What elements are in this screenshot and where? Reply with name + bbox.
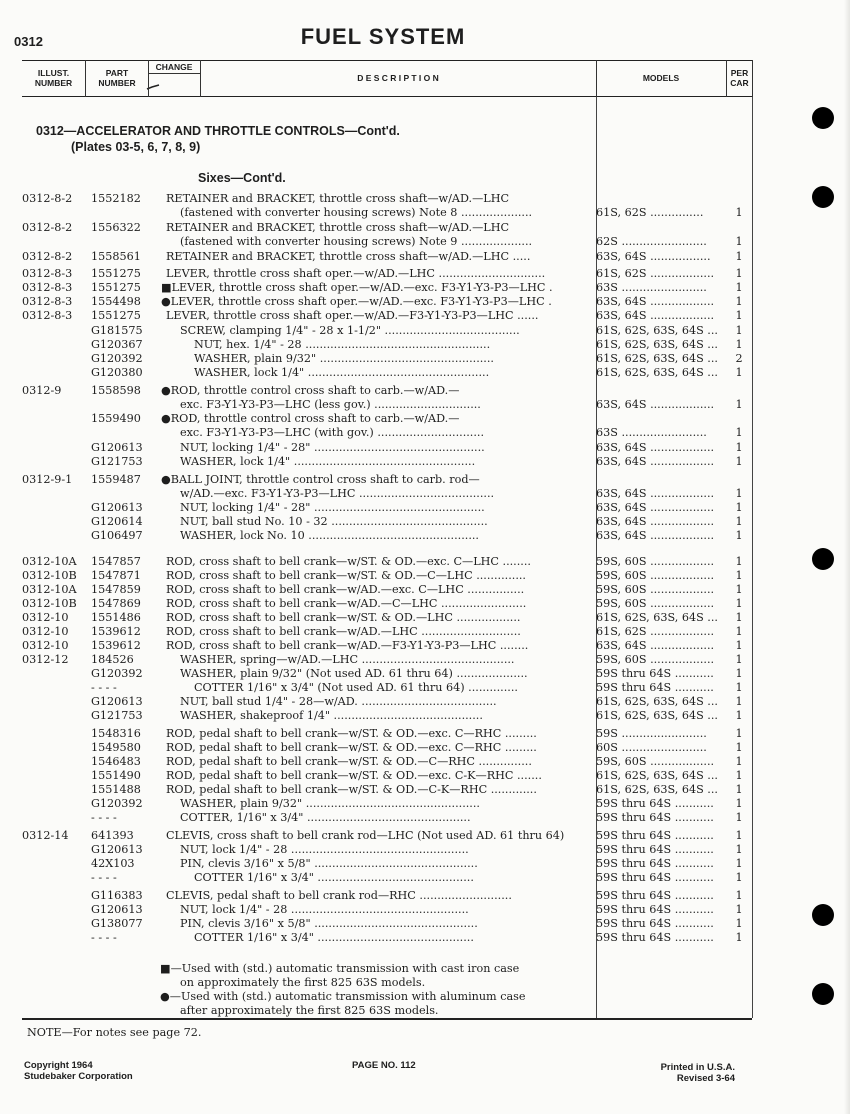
part-number: G120613: [91, 501, 143, 514]
models-value: 59S, 60S ..................: [596, 569, 715, 582]
per-car-qty: 1: [735, 871, 743, 884]
part-description: PIN, clevis 3/16" x 5/8" ..............................................: [180, 917, 478, 930]
part-number: G120613: [91, 843, 143, 856]
table-row: [0, 206, 850, 220]
per-car-qty: 1: [735, 681, 743, 694]
table-row: [0, 741, 850, 755]
column-header-illust: ILLUST. NUMBER: [34, 68, 73, 88]
per-car-qty: 1: [735, 639, 743, 652]
per-car-qty: 1: [735, 366, 743, 379]
table-row: [0, 843, 850, 857]
models-value: 61S, 62S, 63S, 64S ...: [596, 695, 718, 708]
part-description: LEVER, throttle cross shaft oper.—w/AD.—LHC ..............................: [166, 267, 546, 280]
models-value: 59S ........................: [596, 727, 707, 740]
models-value: 63S ........................: [596, 426, 707, 439]
section-plates: (Plates 03-5, 6, 7, 8, 9): [71, 140, 201, 154]
models-value: 59S thru 64S ...........: [596, 917, 714, 930]
per-car-qty: 1: [735, 843, 743, 856]
part-description: PIN, clevis 3/16" x 5/8" ..............................................: [180, 857, 478, 870]
models-value: 63S, 64S ..................: [596, 515, 715, 528]
header-divider: [148, 60, 149, 97]
illustration-number: 0312-9: [22, 384, 62, 397]
header-divider: [85, 60, 86, 97]
per-car-qty: 1: [735, 917, 743, 930]
per-car-qty: 1: [735, 441, 743, 454]
part-description: WASHER, lock 1/4" ...................................................: [180, 455, 476, 468]
table-row: [0, 871, 850, 885]
part-number: - - - -: [91, 931, 117, 944]
part-description: ■LEVER, throttle cross shaft oper.—w/AD.—exc. F3-Y1-Y3-P3—LHC .: [161, 281, 553, 294]
part-number: G120613: [91, 695, 143, 708]
per-car-qty: 1: [735, 797, 743, 810]
part-description: exc. F3-Y1-Y3-P3—LHC (less gov.) ..............................: [180, 398, 481, 411]
per-car-qty: 2: [735, 352, 743, 365]
models-value: 61S, 62S, 63S, 64S ...: [596, 709, 718, 722]
part-number: 1539612: [91, 625, 141, 638]
table-row: [0, 515, 850, 529]
header-divider: [200, 60, 201, 97]
models-value: 59S, 60S ..................: [596, 597, 715, 610]
part-description: ROD, pedal shaft to bell crank—w/ST. & OD.—exc. C-K—RHC .......: [166, 769, 542, 782]
models-value: 61S, 62S, 63S, 64S ...: [596, 769, 718, 782]
part-number: G120380: [91, 366, 143, 379]
models-value: 61S, 62S, 63S, 64S ...: [596, 324, 718, 337]
illustration-number: 0312-8-2: [22, 250, 73, 263]
table-row: [0, 611, 850, 625]
models-value: 63S, 64S .................: [596, 250, 711, 263]
models-value: 59S thru 64S ...........: [596, 903, 714, 916]
table-row: [0, 384, 850, 398]
per-car-qty: 1: [735, 398, 743, 411]
illustration-number: 0312-10B: [22, 597, 77, 610]
table-row: [0, 441, 850, 455]
models-value: 60S ........................: [596, 741, 707, 754]
part-description: ROD, pedal shaft to bell crank—w/ST. & OD.—exc. C—RHC .........: [166, 741, 537, 754]
per-car-qty: 1: [735, 583, 743, 596]
copyright-year: Copyright 1964: [24, 1060, 93, 1071]
table-row: [0, 281, 850, 295]
part-number: 1549580: [91, 741, 141, 754]
part-number: G120614: [91, 515, 143, 528]
per-car-qty: 1: [735, 769, 743, 782]
table-row: [0, 250, 850, 264]
per-car-qty: 1: [735, 611, 743, 624]
copyright-holder: Studebaker Corporation: [24, 1071, 133, 1082]
table-row: [0, 769, 850, 783]
table-row: [0, 755, 850, 769]
per-car-qty: 1: [735, 931, 743, 944]
table-row: [0, 221, 850, 235]
models-value: 59S thru 64S ...........: [596, 857, 714, 870]
part-description: WASHER, spring—w/AD.—LHC ...........................................: [180, 653, 515, 666]
footer-rule: [22, 1018, 752, 1020]
part-description: ROD, pedal shaft to bell crank—w/ST. & OD.—C-K—RHC .............: [166, 783, 537, 796]
part-description: RETAINER and BRACKET, throttle cross shaft—w/AD.—LHC: [166, 221, 510, 234]
part-description: ROD, pedal shaft to bell crank—w/ST. & OD.—exc. C—RHC .........: [166, 727, 537, 740]
part-number: G120613: [91, 903, 143, 916]
models-value: 59S thru 64S ...........: [596, 829, 714, 842]
table-row: [0, 653, 850, 667]
part-number: 1547857: [91, 555, 141, 568]
footnote-dot-line1: ●—Used with (std.) automatic transmission with aluminum case: [160, 990, 526, 1003]
part-number: 1548316: [91, 727, 141, 740]
part-number: G116383: [91, 889, 143, 902]
page-number: 0312: [14, 34, 43, 49]
per-car-qty: 1: [735, 889, 743, 902]
models-value: 59S thru 64S ...........: [596, 931, 714, 944]
part-description: WASHER, lock No. 10 ................................................: [180, 529, 479, 542]
per-car-qty: 1: [735, 515, 743, 528]
models-value: 59S, 60S ..................: [596, 755, 715, 768]
table-row: [0, 473, 850, 487]
per-car-qty: 1: [735, 295, 743, 308]
table-row: [0, 695, 850, 709]
column-header-change: CHANGE: [148, 60, 201, 74]
per-car-qty: 1: [735, 501, 743, 514]
header-divider: [752, 60, 753, 97]
models-value: 59S thru 64S ...........: [596, 889, 714, 902]
table-row: [0, 597, 850, 611]
part-number: 1547869: [91, 597, 141, 610]
part-number: - - - -: [91, 681, 117, 694]
part-number: G120613: [91, 441, 143, 454]
table-row: [0, 555, 850, 569]
illustration-number: 0312-12: [22, 653, 69, 666]
per-car-qty: 1: [735, 597, 743, 610]
column-header-part: PART NUMBER: [98, 68, 136, 88]
part-description: NUT, ball stud 1/4" - 28—w/AD. ......................................: [180, 695, 497, 708]
models-value: 61S, 62S, 63S, 64S ...: [596, 611, 718, 624]
part-description: ●ROD, throttle control cross shaft to carb.—w/AD.—: [161, 412, 460, 425]
footnote-square-line1: ■—Used with (std.) automatic transmission with cast iron case: [160, 962, 520, 975]
part-description: NUT, ball stud No. 10 - 32 ............................................: [180, 515, 488, 528]
illustration-number: 0312-8-3: [22, 309, 73, 322]
binder-hole: [812, 904, 834, 926]
models-value: 59S thru 64S ...........: [596, 871, 714, 884]
per-car-qty: 1: [735, 783, 743, 796]
part-description: exc. F3-Y1-Y3-P3—LHC (with gov.) ..............................: [180, 426, 485, 439]
per-car-qty: 1: [735, 829, 743, 842]
per-car-qty: 1: [735, 529, 743, 542]
binder-hole: [812, 186, 834, 208]
models-value: 62S ........................: [596, 235, 707, 248]
illustration-number: 0312-10: [22, 611, 69, 624]
per-car-qty: 1: [735, 727, 743, 740]
column-header-models: MODELS: [642, 73, 680, 83]
table-row: [0, 667, 850, 681]
table-row: [0, 412, 850, 426]
table-row: [0, 426, 850, 440]
part-description: NUT, locking 1/4" - 28" ................................................: [180, 441, 485, 454]
models-value: 61S, 62S, 63S, 64S ...: [596, 352, 718, 365]
models-value: 59S, 60S ..................: [596, 653, 715, 666]
table-row: [0, 903, 850, 917]
part-description: ●BALL JOINT, throttle control cross shaft to carb. rod—: [161, 473, 480, 486]
part-number: - - - -: [91, 871, 117, 884]
models-value: 59S thru 64S ...........: [596, 811, 714, 824]
part-description: (fastened with converter housing screws) Note 8 ....................: [180, 206, 533, 219]
part-number: G120392: [91, 797, 143, 810]
binder-hole: [812, 548, 834, 570]
binder-hole: [812, 107, 834, 129]
table-row: [0, 352, 850, 366]
part-description: CLEVIS, cross shaft to bell crank rod—LHC (Not used AD. 61 thru 64): [166, 829, 565, 842]
table-row: [0, 267, 850, 281]
part-number: 1556322: [91, 221, 141, 234]
part-description: ●LEVER, throttle cross shaft oper.—w/AD.—exc. F3-Y1-Y3-P3—LHC .: [161, 295, 552, 308]
part-number: G106497: [91, 529, 143, 542]
models-value: 59S thru 64S ...........: [596, 797, 714, 810]
part-number: 1559490: [91, 412, 141, 425]
models-value: 61S, 62S, 63S, 64S ...: [596, 338, 718, 351]
part-description: NUT, lock 1/4" - 28 ..................................................: [180, 903, 469, 916]
part-number: 1539612: [91, 639, 141, 652]
per-car-qty: 1: [735, 755, 743, 768]
part-description: WASHER, plain 9/32" (Not used AD. 61 thru 64) ....................: [180, 667, 528, 680]
part-description: w/AD.—exc. F3-Y1-Y3-P3—LHC ......................................: [180, 487, 495, 500]
table-row: [0, 487, 850, 501]
table-row: [0, 681, 850, 695]
models-value: 63S, 64S ..................: [596, 501, 715, 514]
part-number: G181575: [91, 324, 143, 337]
models-value: 59S thru 64S ...........: [596, 843, 714, 856]
part-description: ROD, cross shaft to bell crank—w/ST. & OD.—C—LHC ..............: [166, 569, 526, 582]
table-row: [0, 324, 850, 338]
per-car-qty: 1: [735, 487, 743, 500]
per-car-qty: 1: [735, 741, 743, 754]
part-description: WASHER, plain 9/32" .................................................: [194, 352, 494, 365]
models-value: 63S, 64S ..................: [596, 295, 715, 308]
part-number: 1551486: [91, 611, 141, 624]
part-description: ROD, pedal shaft to bell crank—w/ST. & OD.—C—RHC ...............: [166, 755, 532, 768]
part-number: 1559487: [91, 473, 141, 486]
table-row: [0, 309, 850, 323]
illustration-number: 0312-10: [22, 639, 69, 652]
table-row: [0, 639, 850, 653]
illustration-number: 0312-10A: [22, 555, 77, 568]
part-number: 1558598: [91, 384, 141, 397]
per-car-qty: 1: [735, 426, 743, 439]
part-number: 641393: [91, 829, 134, 842]
models-value: 63S, 64S ..................: [596, 487, 715, 500]
illustration-number: 0312-10B: [22, 569, 77, 582]
part-description: ROD, cross shaft to bell crank—w/AD.—LHC ............................: [166, 625, 521, 638]
table-row: [0, 583, 850, 597]
per-car-qty: 1: [735, 281, 743, 294]
illustration-number: 0312-8-3: [22, 267, 73, 280]
illustration-number: 0312-9-1: [22, 473, 73, 486]
per-car-qty: 1: [735, 903, 743, 916]
part-description: WASHER, shakeproof 1/4" ..........................................: [180, 709, 483, 722]
footnote-square-line2: on approximately the first 825 63S models.: [180, 976, 426, 989]
part-description: WASHER, plain 9/32" .................................................: [180, 797, 480, 810]
part-number: 1551490: [91, 769, 141, 782]
models-value: 61S, 62S ..................: [596, 267, 715, 280]
per-car-qty: 1: [735, 709, 743, 722]
part-description: WASHER, lock 1/4" ...................................................: [194, 366, 490, 379]
part-number: 1551275: [91, 281, 141, 294]
per-car-qty: 1: [735, 811, 743, 824]
part-description: COTTER, 1/16" x 3/4" ..............................................: [180, 811, 471, 824]
per-car-qty: 1: [735, 653, 743, 666]
part-description: (fastened with converter housing screws) Note 9 ....................: [180, 235, 533, 248]
table-row: [0, 569, 850, 583]
section-subheading: Sixes—Cont'd.: [198, 171, 286, 185]
illustration-number: 0312-8-2: [22, 192, 73, 205]
table-row: [0, 625, 850, 639]
models-value: 59S, 60S ..................: [596, 583, 715, 596]
models-value: 61S, 62S, 63S, 64S ...: [596, 366, 718, 379]
part-description: RETAINER and BRACKET, throttle cross shaft—w/AD.—LHC .....: [166, 250, 531, 263]
per-car-qty: 1: [735, 309, 743, 322]
part-description: COTTER 1/16" x 3/4" (Not used AD. 61 thru 64) ..............: [194, 681, 518, 694]
illustration-number: 0312-10A: [22, 583, 77, 596]
table-row: [0, 192, 850, 206]
table-row: [0, 783, 850, 797]
part-number: G120392: [91, 667, 143, 680]
table-row: [0, 917, 850, 931]
per-car-qty: 1: [735, 235, 743, 248]
page-title: FUEL SYSTEM: [300, 24, 466, 49]
table-row: [0, 829, 850, 843]
models-value: 63S, 64S ..................: [596, 455, 715, 468]
per-car-qty: 1: [735, 455, 743, 468]
part-number: 1547859: [91, 583, 141, 596]
table-row: [0, 235, 850, 249]
printed-in: Printed in U.S.A.: [660, 1062, 735, 1073]
column-header-description: D E S C R I P T I O N: [357, 73, 439, 83]
per-car-qty: 1: [735, 250, 743, 263]
models-value: 61S, 62S ...............: [596, 206, 704, 219]
header-divider: [726, 60, 727, 97]
illustration-number: 0312-10: [22, 625, 69, 638]
table-row: [0, 338, 850, 352]
models-value: 63S, 64S ..................: [596, 441, 715, 454]
part-number: G121753: [91, 709, 143, 722]
part-number: 42X103: [91, 857, 135, 870]
illustration-number: 0312-14: [22, 829, 69, 842]
part-description: NUT, hex. 1/4" - 28 ....................................................: [194, 338, 491, 351]
per-car-qty: 1: [735, 267, 743, 280]
part-number: 1546483: [91, 755, 141, 768]
part-description: ROD, cross shaft to bell crank—w/AD.—F3-Y1-Y3-P3—LHC ........: [166, 639, 529, 652]
part-number: 1558561: [91, 250, 141, 263]
part-number: 1554498: [91, 295, 141, 308]
table-row: [0, 797, 850, 811]
part-description: ROD, cross shaft to bell crank—w/ST. & OD.—LHC ..................: [166, 611, 521, 624]
part-number: 1551488: [91, 783, 141, 796]
part-number: 1547871: [91, 569, 141, 582]
section-heading: 0312—ACCELERATOR AND THROTTLE CONTROLS—Cont'd.: [36, 124, 400, 138]
table-row: [0, 889, 850, 903]
part-number: - - - -: [91, 811, 117, 824]
table-row: [0, 857, 850, 871]
per-car-qty: 1: [735, 555, 743, 568]
per-car-qty: 1: [735, 667, 743, 680]
part-number: 184526: [91, 653, 134, 666]
table-row: [0, 709, 850, 723]
models-value: 63S, 64S ..................: [596, 529, 715, 542]
column-header-per-car: PER CAR: [730, 68, 749, 88]
models-value: 63S ........................: [596, 281, 707, 294]
part-description: COTTER 1/16" x 3/4" ............................................: [194, 931, 474, 944]
models-value: 59S thru 64S ...........: [596, 667, 714, 680]
part-number: G120392: [91, 352, 143, 365]
models-value: 63S, 64S ..................: [596, 639, 715, 652]
per-car-qty: 1: [735, 695, 743, 708]
note-text: NOTE—For notes see page 72.: [27, 1026, 202, 1039]
binder-hole: [812, 983, 834, 1005]
table-row: [0, 398, 850, 412]
per-car-qty: 1: [735, 338, 743, 351]
part-description: NUT, lock 1/4" - 28 ..................................................: [180, 843, 469, 856]
table-row: [0, 931, 850, 945]
models-value: 61S, 62S, 63S, 64S ...: [596, 783, 718, 796]
models-value: 59S, 60S ..................: [596, 555, 715, 568]
part-number: G121753: [91, 455, 143, 468]
footnote-dot-line2: after approximately the first 825 63S models.: [180, 1004, 439, 1017]
header-divider: [596, 60, 597, 97]
per-car-qty: 1: [735, 857, 743, 870]
models-value: 63S, 64S ..................: [596, 309, 715, 322]
models-value: 59S thru 64S ...........: [596, 681, 714, 694]
table-row: [0, 727, 850, 741]
per-car-qty: 1: [735, 206, 743, 219]
per-car-qty: 1: [735, 625, 743, 638]
per-car-qty: 1: [735, 324, 743, 337]
part-description: ROD, cross shaft to bell crank—w/ST. & OD.—exc. C—LHC ........: [166, 555, 531, 568]
table-row: [0, 501, 850, 515]
per-car-qty: 1: [735, 569, 743, 582]
illustration-number: 0312-8-3: [22, 281, 73, 294]
part-description: ROD, cross shaft to bell crank—w/AD.—exc. C—LHC ................: [166, 583, 525, 596]
illustration-number: 0312-8-3: [22, 295, 73, 308]
part-description: LEVER, throttle cross shaft oper.—w/AD.—F3-Y1-Y3-P3—LHC ......: [166, 309, 539, 322]
part-number: G138077: [91, 917, 143, 930]
part-description: SCREW, clamping 1/4" - 28 x 1-1/2" ......................................: [180, 324, 520, 337]
part-number: 1551275: [91, 267, 141, 280]
table-row: [0, 295, 850, 309]
models-value: 61S, 62S ..................: [596, 625, 715, 638]
revised-date: Revised 3-64: [676, 1073, 735, 1084]
part-description: CLEVIS, pedal shaft to bell crank rod—RHC ..........................: [166, 889, 512, 902]
part-description: NUT, locking 1/4" - 28" ................................................: [180, 501, 485, 514]
table-row: [0, 811, 850, 825]
table-row: [0, 455, 850, 469]
models-value: 63S, 64S ..................: [596, 398, 715, 411]
page-no: PAGE NO. 112: [352, 1060, 416, 1071]
part-number: 1551275: [91, 309, 141, 322]
part-description: COTTER 1/16" x 3/4" ............................................: [194, 871, 474, 884]
part-number: G120367: [91, 338, 143, 351]
part-description: RETAINER and BRACKET, throttle cross shaft—w/AD.—LHC: [166, 192, 510, 205]
part-number: 1552182: [91, 192, 141, 205]
table-row: [0, 529, 850, 543]
table-row: [0, 366, 850, 380]
part-description: ROD, cross shaft to bell crank—w/AD.—C—LHC ........................: [166, 597, 527, 610]
part-description: ●ROD, throttle control cross shaft to carb.—w/AD.—: [161, 384, 460, 397]
illustration-number: 0312-8-2: [22, 221, 73, 234]
